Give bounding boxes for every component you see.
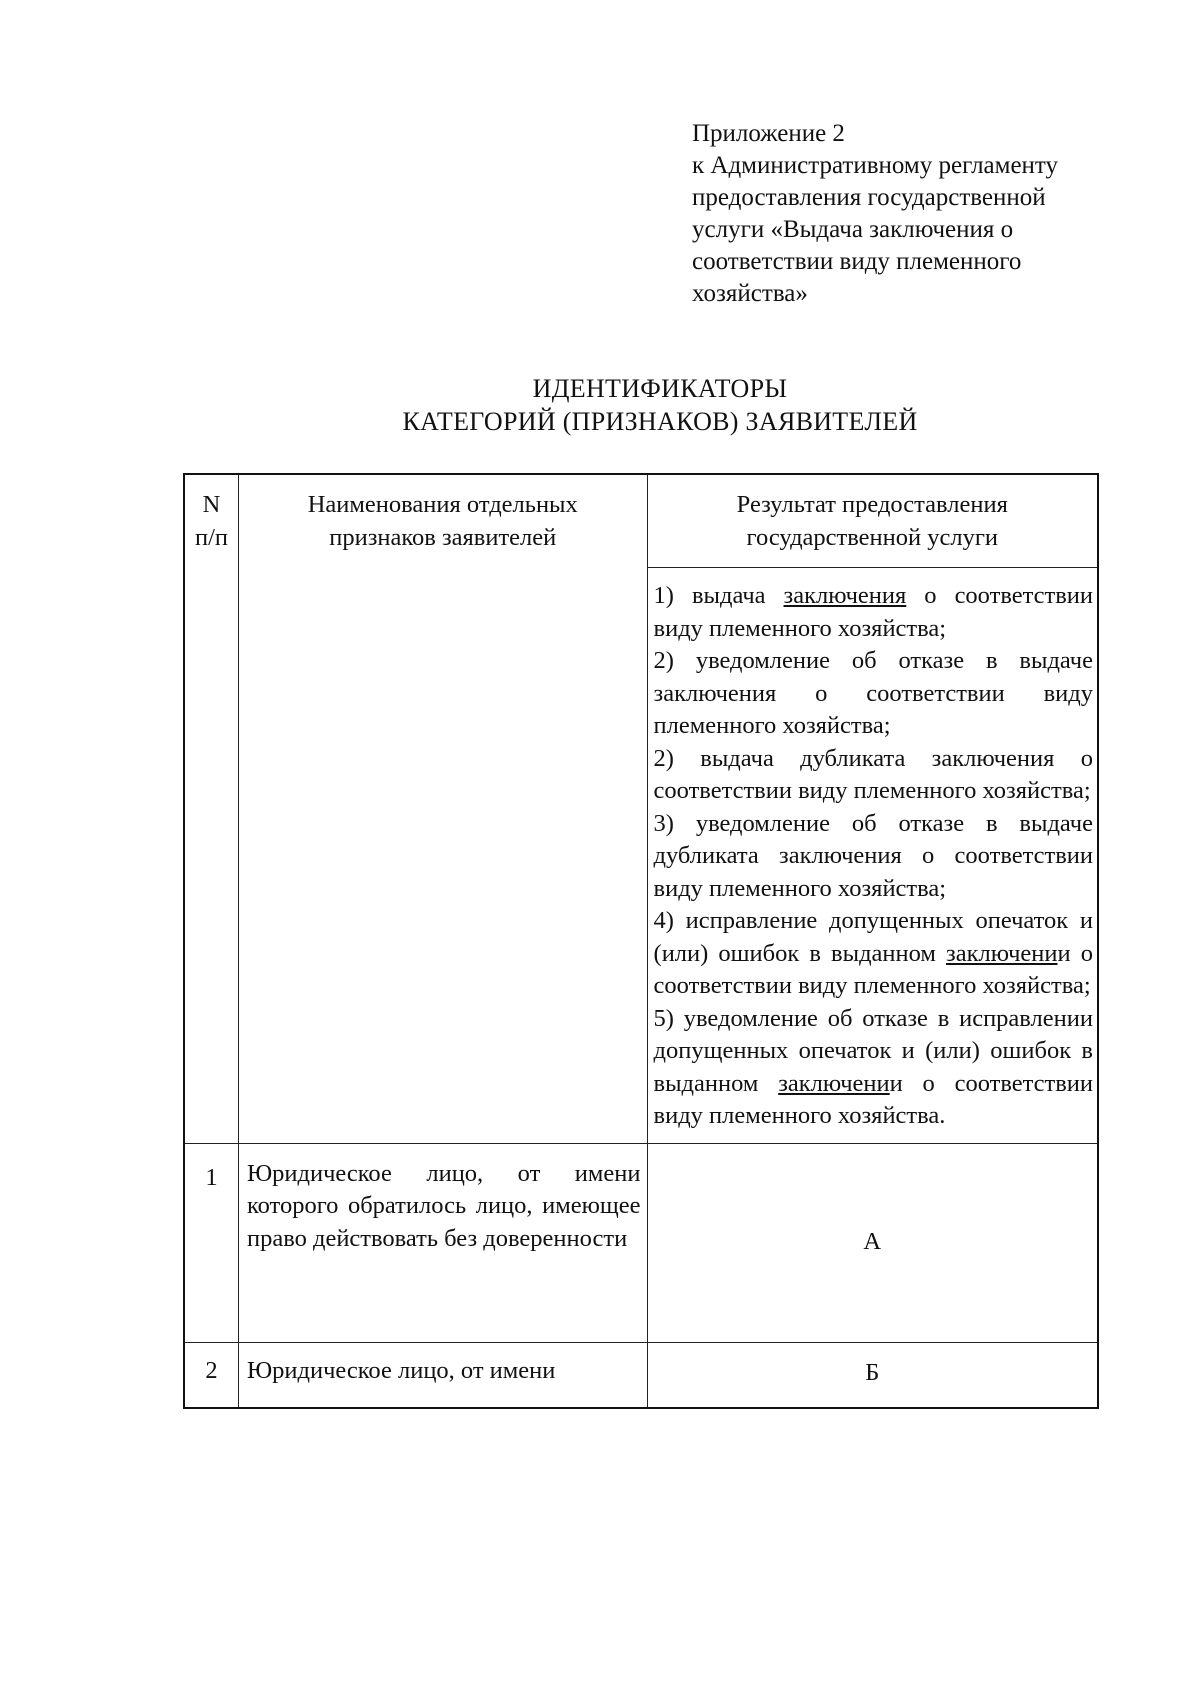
identifiers-table [183,473,1099,1409]
heading-line-1: ИДЕНТИФИКАТОРЫ [532,374,788,403]
header-name [238,474,647,1143]
row-number: 1 [184,1143,238,1342]
result-item: 1) выдача заключения о соответствии виду племенного хозяйства; [653,582,1093,642]
header-number-line2: п/п [194,523,228,551]
appendix-line: к Административному регламенту [692,152,1059,179]
result-item: 2) выдача дубликата заключения о соответствии виду племенного хозяйства; [653,744,1093,804]
appendix-block [692,118,1136,310]
row-result: А [647,1143,1098,1342]
row-name: Юридическое лицо, от имени которого обратилось лицо, имеющее право действовать без доверенности [238,1143,647,1342]
result-item: 3) уведомление об отказе в выдаче дубликата заключения о соответствии виду племенного хозяйства; [653,809,1093,902]
document-heading [0,372,1200,438]
table-header-row [184,474,1098,568]
appendix-line: услуги «Выдача заключения о [692,216,1014,243]
header-name-line1: Наименования отдельных [307,491,578,518]
row-name: Юридическое лицо, от имени [238,1342,647,1408]
header-result-line1: Результат предоставления [736,491,1008,518]
row-result: Б [647,1342,1098,1408]
heading-line-2: КАТЕГОРИЙ (ПРИЗНАКОВ) ЗАЯВИТЕЛЕЙ [402,407,918,436]
table-row [184,1143,1098,1342]
header-number [184,474,238,1143]
appendix-line: хозяйства» [692,280,808,307]
row-number: 2 [184,1342,238,1408]
appendix-line: соответствии виду племенного [692,248,1022,275]
header-number-line1: N [202,491,221,518]
result-item: 2) уведомление об отказе в выдаче заключения о соответствии виду племенного хозяйства; [653,647,1093,739]
results-list [647,568,1098,1144]
appendix-line: предоставления государственной [692,184,1046,211]
header-result [647,474,1098,568]
appendix-title: Приложение 2 [692,120,845,147]
result-item: 4) исправление допущенных опечаток и (или) ошибок в выданном заключении о соответствии виду племенного хозяйства; [653,907,1093,999]
header-name-line2: признаков заявителей [329,523,557,551]
table-row [184,1342,1098,1408]
result-item: 5) уведомление об отказе в исправлении допущенных опечаток и (или) ошибок в выданном заключении о соответствии виду племенного хозяйства. [653,1004,1093,1129]
header-result-line2: государственной услуги [746,523,999,551]
